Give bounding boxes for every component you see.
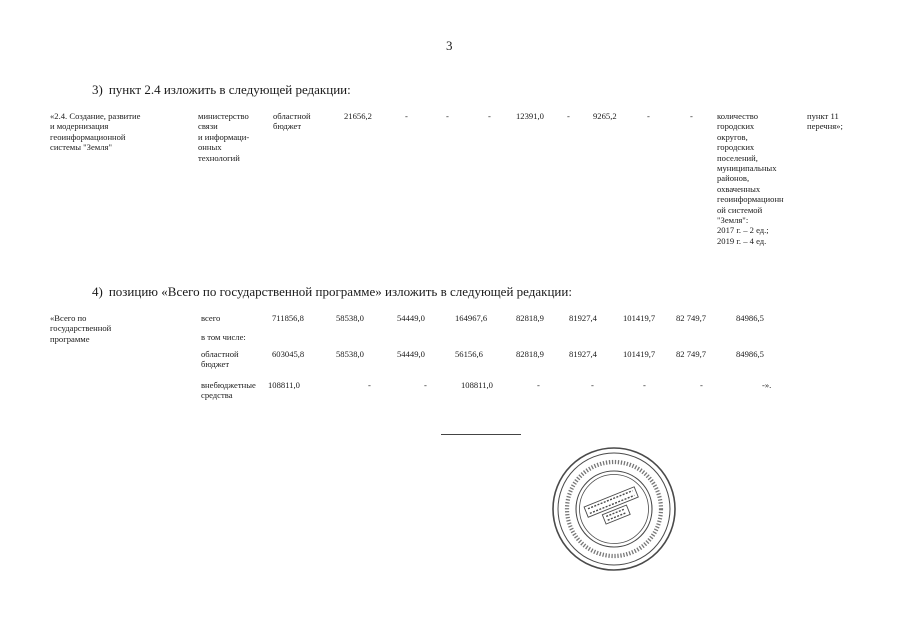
total-row-value-4: 164967,6 [455,313,488,323]
row-source: областной бюджет [273,111,311,132]
total-row-value-1: 711856,8 [272,313,304,323]
extrabudget-row-value-3: - [424,380,427,390]
item-3-number: 3) [92,82,103,97]
row-value-1: 21656,2 [344,111,372,121]
closing-rule [441,434,521,435]
extrabudget-row-value-9: -». [762,380,772,390]
row-value-9: - [690,111,693,121]
including-row-label: в том числе: [201,332,246,342]
regional-row-value-7: 101419,7 [623,349,656,359]
row-value-8: - [647,111,650,121]
regional-row-value-5: 82818,9 [516,349,544,359]
total-row-value-2: 58538,0 [336,313,364,323]
row-value-7: 9265,2 [593,111,617,121]
total-row-value-8: 82 749,7 [676,313,707,323]
row-indicator: количество городских округов, городских поселений, муниципальных районов, охваченных геоинформационн ой системой "Земля": 2017 г. – 2 ед.; 2019 г. – 4 ед. [717,111,784,246]
row-value-5: 12391,0 [516,111,544,121]
total-row-value-3: 54449,0 [397,313,425,323]
extrabudget-row-value-1: 108811,0 [268,380,300,390]
extrabudget-row-value-6: - [591,380,594,390]
regional-row-value-2: 58538,0 [336,349,364,359]
regional-row-value-6: 81927,4 [569,349,597,359]
total-row-value-6: 81927,4 [569,313,597,323]
extrabudget-row-value-5: - [537,380,540,390]
extrabudget-row-value-4: 108811,0 [461,380,493,390]
row-value-2: - [405,111,408,121]
item-4-heading [92,284,572,300]
row-value-6: - [567,111,570,121]
item-4-text: позицию «Всего по государственной программе» изложить в следующей редакции: [108,284,572,299]
regional-row-value-4: 56156,6 [455,349,483,359]
page-number: 3 [446,38,453,53]
row-name: «2.4. Создание, развитие и модернизация геоинформационной системы "Земля" [50,111,141,153]
extrabudget-row-value-7: - [643,380,646,390]
regional-row-value-1: 603045,8 [272,349,305,359]
regional-row-value-3: 54449,0 [397,349,425,359]
row-value-4: - [488,111,491,121]
regional-row-value-9: 84986,5 [736,349,764,359]
row-reference: пункт 11 перечня»; [807,111,843,132]
row-value-3: - [446,111,449,121]
total-row-value-9: 84986,5 [736,313,764,323]
total-row-value-7: 101419,7 [623,313,656,323]
row-executor: министерство связи и информаци- онных технологий [198,111,250,163]
total-row-value-5: 82818,9 [516,313,544,323]
extrabudget-row-value-8: - [700,380,703,390]
total-label: «Всего по государственной программе [50,313,112,344]
item-4-number: 4) [92,284,103,299]
regional-row-source: областной бюджет [201,349,239,370]
total-row-source: всего [201,313,221,323]
item-3-text: пункт 2.4 изложить в следующей редакции: [108,82,351,97]
item-3-heading [92,82,351,98]
regional-row-value-8: 82 749,7 [676,349,707,359]
extrabudget-row-value-2: - [368,380,371,390]
official-stamp [551,446,677,572]
extrabudget-row-source: внебюджетные средства [201,380,256,401]
